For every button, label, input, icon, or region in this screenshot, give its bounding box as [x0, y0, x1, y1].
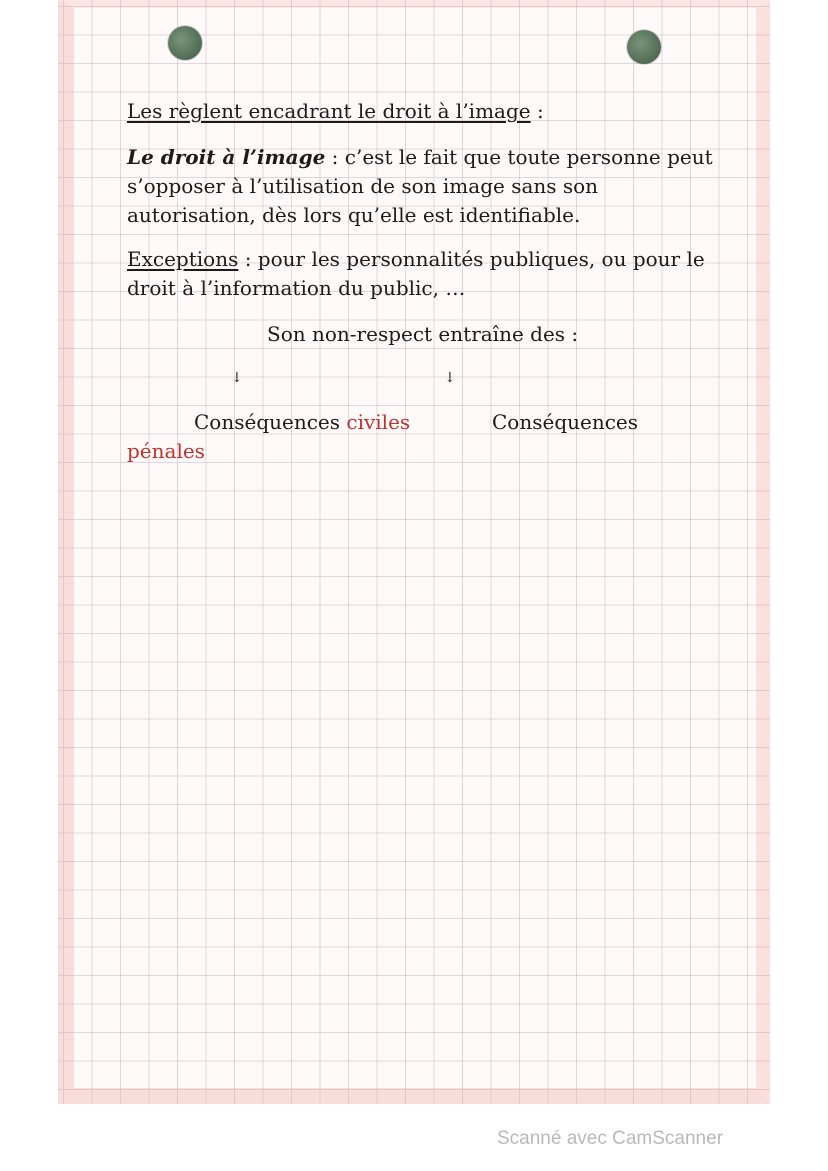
definition-term: Le droit à l’image	[127, 145, 326, 169]
binder-hole-left	[168, 26, 202, 60]
definition-line-1	[127, 143, 713, 172]
binder-hole-right	[627, 30, 661, 64]
arrow-down-right-icon: ↓	[444, 370, 456, 386]
exceptions-line-2: droit à l’information du public, …	[127, 276, 466, 300]
exceptions-line-1	[127, 245, 705, 274]
civil-consequences	[194, 408, 410, 437]
civil-prefix: Conséquences	[194, 410, 347, 434]
scanner-watermark: Scanné avec CamScanner	[497, 1128, 724, 1149]
heading-colon: :	[530, 99, 544, 123]
penal-consequences: Conséquences	[492, 410, 639, 434]
exceptions-label: Exceptions	[127, 247, 239, 271]
exceptions-text-1: : pour les personnalités publiques, ou pour le	[238, 247, 705, 271]
consequence-intro: Son non-respect entraîne des :	[267, 322, 579, 346]
heading-text: Les règlent encadrant le droit à l’image	[127, 99, 531, 123]
definition-text-1: : c’est le fait que toute personne peut	[325, 145, 713, 169]
civil-word: civiles	[346, 410, 411, 434]
definition-line-2: s’opposer à l’utilisation de son image sans son	[127, 174, 599, 198]
arrow-down-left-icon: ↓	[231, 370, 243, 386]
section-heading	[127, 97, 544, 126]
definition-line-3: autorisation, dès lors qu’elle est identifiable.	[127, 203, 581, 227]
penal-word: pénales	[127, 439, 205, 463]
